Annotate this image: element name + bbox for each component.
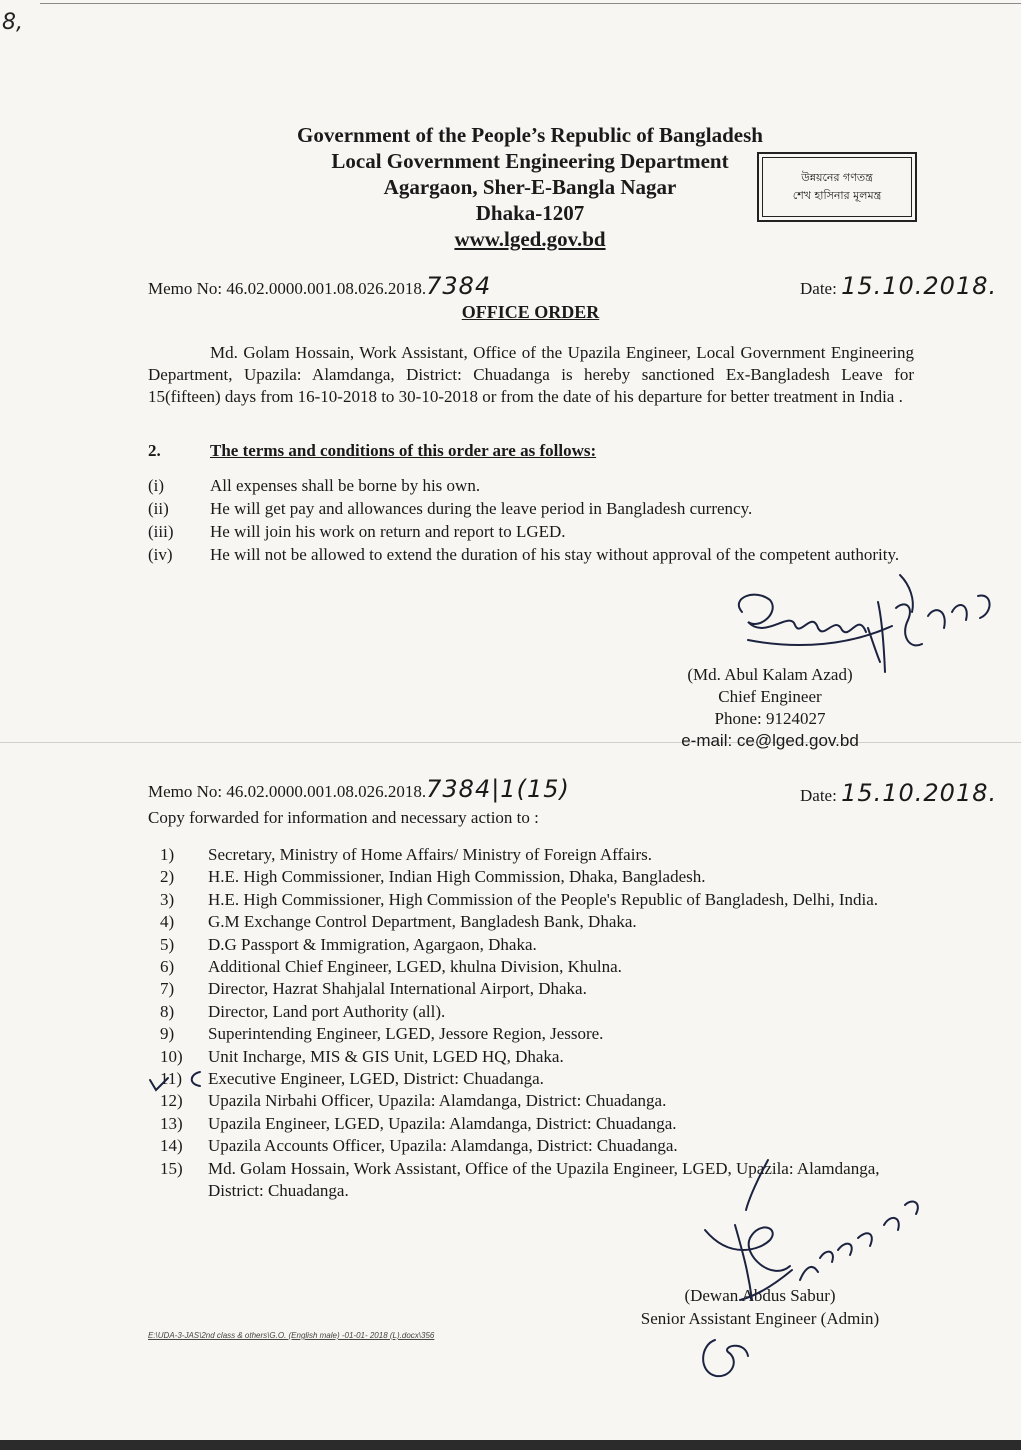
- list-item: 15) Md. Golam Hossain, Work Assistant, Office of the Upazila Engineer, LGED, Upazila: Alamdanga, District: Chuadanga.: [160, 1158, 880, 1201]
- slogan-line-2: শেখ হাসিনার মূলমন্ত্র: [792, 189, 882, 202]
- office-order-title: OFFICE ORDER: [461, 302, 600, 322]
- copy-forwarded-intro: Copy forwarded for information and necessary action to :: [148, 808, 539, 827]
- term-item: (ii) He will get pay and allowances during the leave period in Bangladesh currency.: [148, 499, 753, 518]
- memo-prefix: Memo No: 46.02.0000.001.08.026.2018.: [148, 782, 427, 801]
- signatory-phone: Phone: 9124027: [714, 709, 826, 728]
- list-item: 6) Additional Chief Engineer, LGED, khulna Division, Khulna.: [160, 957, 622, 977]
- signatory-name: (Md. Abul Kalam Azad): [687, 665, 853, 684]
- terms-heading-text: The terms and conditions of this order are as follows:: [210, 441, 597, 460]
- list-item: 13) Upazila Engineer, LGED, Upazila: Alamdanga, District: Chuadanga.: [160, 1113, 677, 1133]
- handwritten-date: 15.10.2018.: [841, 779, 998, 807]
- memo-prefix: Memo No: 46.02.0000.001.08.026.2018.: [148, 279, 427, 298]
- handwritten-memo-no: 7384|1(15): [426, 775, 570, 803]
- list-item: 10) Unit Incharge, MIS & GIS Unit, LGED HQ, Dhaka.: [160, 1046, 564, 1066]
- list-item: 14) Upazila Accounts Officer, Upazila: Alamdanga, District: Chuadanga.: [160, 1136, 678, 1156]
- tick-mark: [150, 1072, 200, 1090]
- term-item: (iii) He will join his work on return and report to LGED.: [148, 522, 566, 541]
- terms-heading-number: 2.: [148, 441, 161, 460]
- list-item: 3) H.E. High Commissioner, High Commission of the People's Republic of Bangladesh, Delhi, India.: [160, 889, 879, 909]
- term-item: (iv) He will not be allowed to extend the duration of his stay without approval of the competent authority.: [148, 545, 900, 564]
- list-item: 5) D.G Passport & Immigration, Agargaon, Dhaka.: [160, 934, 537, 954]
- handwritten-memo-no: 7384: [426, 272, 492, 300]
- list-item: 7) Director, Hazrat Shahjalal International Airport, Dhaka.: [160, 979, 587, 999]
- slogan-line-1: উন্নয়নের গণতন্ত্র: [801, 171, 873, 184]
- letterhead-department: Local Government Engineering Department: [331, 149, 729, 173]
- term-item: (i) All expenses shall be borne by his own.: [148, 476, 481, 495]
- date-label: Date:: [800, 279, 837, 298]
- signature-senior-assistant-engineer: [705, 1160, 918, 1300]
- list-item: 12) Upazila Nirbahi Officer, Upazila: Alamdanga, District: Chuadanga.: [160, 1091, 667, 1111]
- list-item: 2) H.E. High Commissioner, Indian High Commission, Dhaka, Bangladesh.: [160, 867, 706, 887]
- list-item: 4) G.M Exchange Control Department, Bangladesh Bank, Dhaka.: [160, 912, 637, 932]
- corner-handwritten-mark: 8,: [2, 10, 23, 35]
- list-item: 1) Secretary, Ministry of Home Affairs/ Ministry of Foreign Affairs.: [160, 845, 652, 864]
- signature-chief-engineer: [739, 575, 990, 672]
- list-item: 8) Director, Land port Authority (all).: [160, 1001, 446, 1021]
- signatory-title: Chief Engineer: [718, 687, 822, 706]
- date-label: Date:: [800, 786, 837, 805]
- signatory-email: e-mail: ce@lged.gov.bd: [681, 731, 859, 750]
- letterhead-address: Agargaon, Sher-E-Bangla Nagar: [383, 175, 677, 199]
- file-path-footer: E:\UDA-3-JAS\2nd class & others\G.O. (English male) -01-01- 2018 (L).docx\356: [148, 1331, 435, 1340]
- letterhead-city: Dhaka-1207: [475, 201, 585, 225]
- signatory-title: Senior Assistant Engineer (Admin): [640, 1309, 880, 1328]
- order-body-paragraph: Md. Golam Hossain, Work Assistant, Office of the Upazila Engineer, Local Government Engineering Department, Upazila: Alamdanga, District: Chuadanga is hereby sanctioned Ex-Bangladesh Leave for 15(fifteen) days from 16-10-2018 to 30-10-2018 or from the date of his departure for better treatment in India .: [148, 343, 914, 406]
- list-item: 9) Superintending Engineer, LGED, Jessore Region, Jessore.: [160, 1024, 604, 1044]
- letterhead-website: www.lged.gov.bd: [454, 227, 606, 251]
- signatory-name: (Dewan Abdus Sabur): [684, 1286, 836, 1305]
- handwritten-date: 15.10.2018.: [841, 272, 998, 300]
- list-item: 11) Executive Engineer, LGED, District: Chuadanga.: [160, 1069, 544, 1089]
- letterhead-government: Government of the People’s Republic of Bangladesh: [297, 123, 763, 147]
- initials-mark: [703, 1340, 748, 1376]
